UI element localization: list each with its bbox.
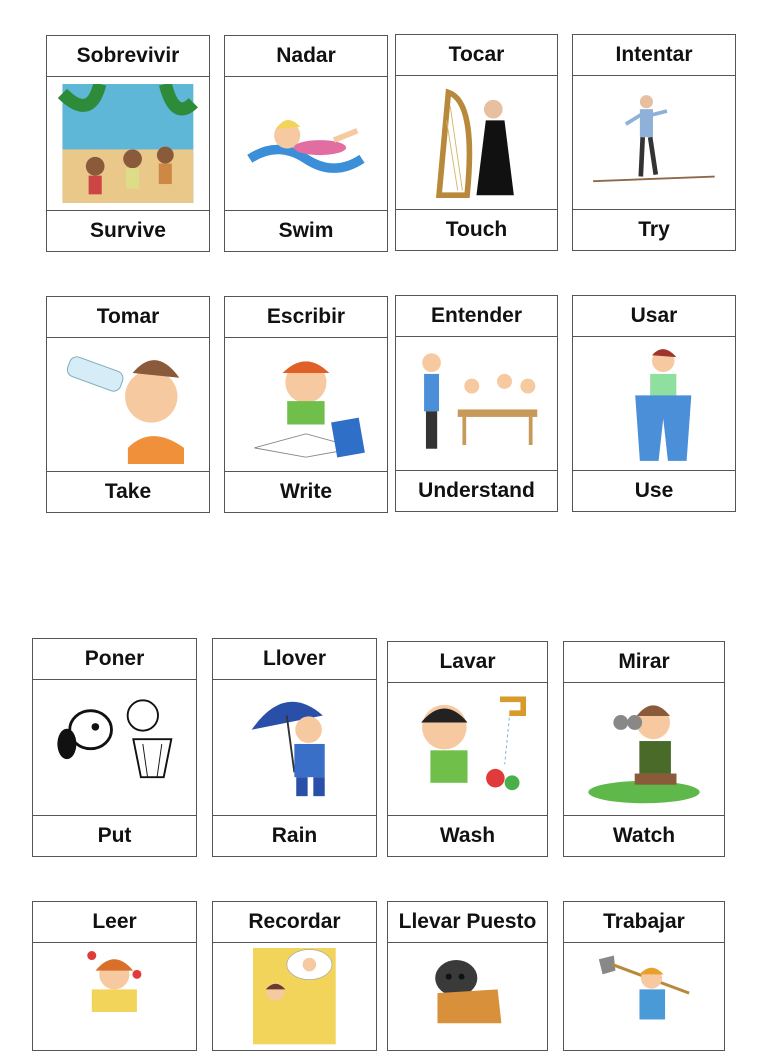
binoculars-boy-icon — [564, 683, 724, 815]
english-word: Swim — [225, 210, 387, 251]
spanish-word: Mirar — [564, 642, 724, 683]
spanish-word: Lavar — [388, 642, 547, 683]
card-llevar-puesto — [387, 901, 548, 1051]
harp-player-icon — [396, 76, 557, 209]
english-word: Understand — [396, 470, 557, 511]
spanish-word: Tocar — [396, 35, 557, 76]
card-lavar — [387, 641, 548, 857]
card-tomar — [46, 296, 210, 513]
spanish-word: Llevar Puesto — [388, 902, 547, 943]
spanish-word: Llover — [213, 639, 376, 680]
spanish-word: Tomar — [47, 297, 209, 338]
english-word: Touch — [396, 209, 557, 250]
english-word: Wash — [388, 815, 547, 856]
card-nadar — [224, 35, 388, 252]
card-llover — [212, 638, 377, 857]
card-intentar — [572, 34, 736, 251]
english-word: Try — [573, 209, 735, 250]
english-word: Survive — [47, 210, 209, 251]
card-mirar — [563, 641, 725, 857]
spanish-word: Intentar — [573, 35, 735, 76]
english-word: Watch — [564, 815, 724, 856]
drinking-bottle-icon — [47, 338, 209, 471]
teacher-class-icon — [396, 337, 557, 470]
spanish-word: Entender — [396, 296, 557, 337]
card-tocar — [395, 34, 558, 251]
card-escribir — [224, 296, 388, 513]
island-people-icon — [47, 77, 209, 210]
swimming-child-icon — [225, 77, 387, 210]
card-recordar — [212, 901, 377, 1051]
dog-basketball-icon — [33, 680, 196, 815]
english-word: Put — [33, 815, 196, 856]
spanish-word: Nadar — [225, 36, 387, 77]
big-pants-icon — [573, 337, 735, 470]
spanish-word: Escribir — [225, 297, 387, 338]
boy-writing-icon — [225, 338, 387, 471]
girl-reading-icon — [33, 943, 196, 1050]
worker-shovel-icon — [564, 943, 724, 1050]
spanish-word: Sobrevivir — [47, 36, 209, 77]
spanish-word: Recordar — [213, 902, 376, 943]
tightrope-walker-icon — [573, 76, 735, 209]
english-word: Take — [47, 471, 209, 512]
card-sobrevivir — [46, 35, 210, 252]
card-usar — [572, 295, 736, 512]
spanish-word: Trabajar — [564, 902, 724, 943]
spanish-word: Leer — [33, 902, 196, 943]
spanish-word: Poner — [33, 639, 196, 680]
card-poner — [32, 638, 197, 857]
english-word: Rain — [213, 815, 376, 856]
dog-wearing-icon — [388, 943, 547, 1050]
card-entender — [395, 295, 558, 512]
umbrella-boy-icon — [213, 680, 376, 815]
remembering-girl-icon — [213, 943, 376, 1050]
spanish-word: Usar — [573, 296, 735, 337]
washing-vegetables-icon — [388, 683, 547, 815]
english-word: Write — [225, 471, 387, 512]
card-trabajar — [563, 901, 725, 1051]
card-leer — [32, 901, 197, 1051]
english-word: Use — [573, 470, 735, 511]
